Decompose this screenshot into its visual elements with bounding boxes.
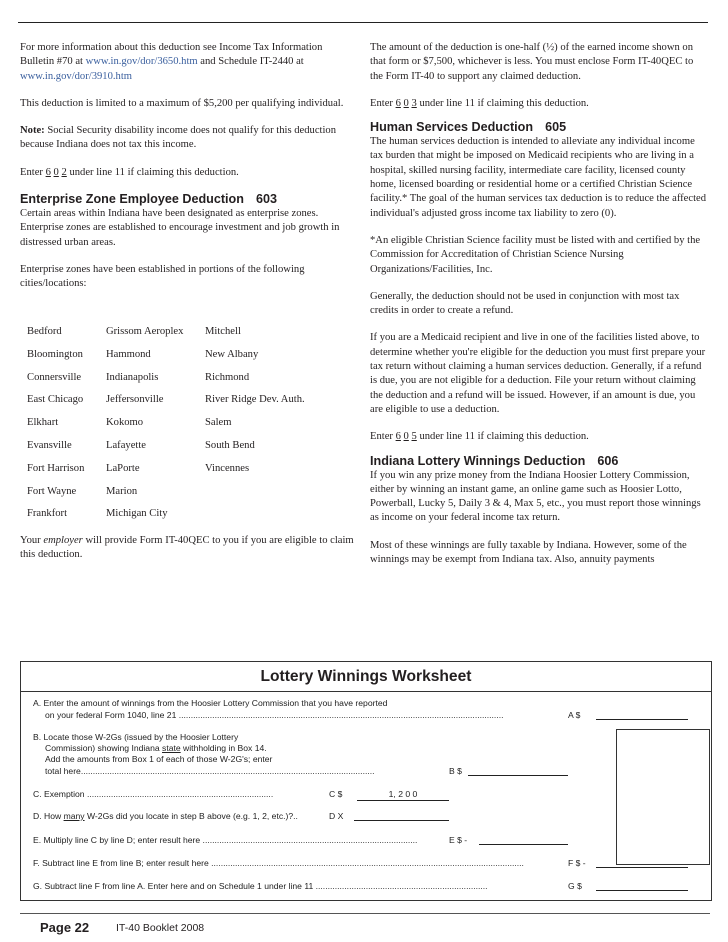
line-b-text-1: B. Locate those W-2Gs (issued by the Hoosier Lottery — [33, 732, 239, 742]
line-c-text: C. Exemption .............................................................................. — [33, 789, 274, 799]
line-d-field[interactable] — [354, 811, 449, 824]
worksheet-title-rule — [21, 691, 711, 692]
line-c-label: C $ — [329, 789, 343, 799]
footer-rule — [20, 913, 710, 914]
left-column — [20, 41, 358, 305]
tax-credits-paragraph: Generally, the deduction should not be used in conjunction with most tax credits in order to create a refund. — [370, 290, 680, 317]
worksheet-empty-box — [616, 729, 710, 865]
page-number: Page 22 — [40, 920, 90, 935]
line-b-field[interactable] — [468, 766, 568, 779]
line-f-label: F $ - — [568, 858, 586, 868]
human-services-desc: The human services deduction is intended to alleviate any individual income tax burden that might be imposed on Medicaid recipients who are living in a hospital, skilled nursing facility, intermediate care facility, licensed county home, licensed boarding or residential home or a certified Christian Science facility.* The goal of the human services tax deduction is to reduce the affected individual's adjusted gross income tax liability to zero (0). — [370, 136, 707, 219]
city-row: East Chicago Jeffersonville River Ridge Dev. Auth. — [27, 394, 305, 406]
line-b-text-3: Add the amounts from Box 1 of each of those W-2G's; enter — [45, 754, 273, 764]
line-e-text: E. Multiply line C by line D; enter result here .......................................................................................... — [33, 835, 418, 845]
line-a-label: A $ — [568, 710, 581, 720]
city-row: Bedford Grissom Aeroplex Mitchell — [27, 326, 241, 337]
enterprise-cities-intro: Enterprise zones have been established in portions of the following cities/locations: — [20, 263, 305, 290]
enterprise-desc: Certain areas within Indiana have been designated as enterprise zones. Enterprise zones are established to encourage investment and job growth in distressed urban areas. — [20, 208, 340, 248]
city-row: Fort Harrison LaPorte Vincennes — [27, 462, 250, 474]
line-d-label: D X — [329, 811, 344, 821]
schedule-link[interactable]: www.in.gov/dor/3910.htm — [20, 70, 133, 82]
city-row: Bloomington Hammond New Albany — [27, 348, 259, 360]
note-paragraph: Note: Social Security disability income does not qualify for this deduction because Indiana does not tax this income. — [20, 125, 336, 151]
line-g-field[interactable] — [596, 881, 688, 894]
city-row: Elkhart Kokomo Salem — [27, 417, 232, 429]
lottery-desc: If you win any prize money from the Indiana Hoosier Lottery Commission, either by winning an instant game, an online game such as Hoosier Lotto, Powerball, Lucky 5, Daily 3 & 4, Max 5, etc., you must report those winnings as income on your federal income tax return. — [370, 469, 701, 524]
top-rule — [18, 22, 708, 23]
line-b-text-4: total here........................................................................................................................... — [45, 766, 375, 776]
employer-paragraph: Your employer will provide Form IT-40QEC to you if you are eligible to claim this deduction. — [20, 535, 354, 561]
city-row: Frankfort Michigan City — [27, 508, 168, 520]
limit-paragraph: This deduction is limited to a maximum of $5,200 per qualifying individual. — [20, 97, 344, 109]
human-services-heading: Human Services Deduction 605 — [370, 120, 567, 135]
line-e-label: E $ - — [449, 835, 468, 845]
worksheet-title: Lottery Winnings Worksheet — [260, 668, 472, 685]
amount-paragraph: The amount of the deduction is one-half (½) of the earned income shown on that form or $7,500, whichever is less. You must enclose Form IT-40QEC to the Form IT-40 to support any claimed deduction. — [370, 42, 694, 82]
line-b-text-2: Commission) showing Indiana state withholding in Box 14. — [45, 743, 267, 753]
enter-code-605: Enter 6 0 5 under line 11 if claiming this deduction. — [370, 431, 589, 443]
bulletin-link[interactable]: www.in.gov/dor/3650.htm — [85, 56, 198, 68]
booklet-title: IT-40 Booklet 2008 — [116, 922, 205, 934]
medicaid-paragraph: If you are a Medicaid recipient and live in one of the facilities listed above, to determine whether you're eligible for the deduction you must first prepare your tax return without claiming a human services deduction. Generally, if a refund is due, you are not eligible for a deduction. File your return without claiming the deduction and a refund will be issued. However, if an amount is due, you are eligible to use a deduction. — [370, 332, 706, 415]
line-a-text-2: on your federal Form 1040, line 21 ........................................................................................................................................ — [45, 710, 504, 720]
right-column — [370, 41, 708, 580]
line-g-label: G $ — [568, 881, 582, 891]
lottery-worksheet — [20, 661, 712, 901]
city-row: Evansville Lafayette South Bend — [27, 439, 255, 451]
christian-science-note: *An eligible Christian Science facility must be listed with and certified by the Commission for Accreditation of Christian Science Nursing Organizations/Facilities, Inc. — [370, 234, 701, 275]
cities-table — [27, 326, 365, 531]
city-row: Fort Wayne Marion — [27, 485, 138, 497]
line-d-text: D. How many W-2Gs did you locate in step B above (e.g. 1, 2, etc.)?.. — [33, 811, 298, 821]
line-c-value[interactable]: 1, 2 0 0 — [357, 789, 449, 801]
enterprise-zone-heading: Enterprise Zone Employee Deduction 603 — [20, 192, 277, 207]
line-g-text: G. Subtract line F from line A. Enter here and on Schedule 1 under line 11 ........................................................................ — [33, 881, 488, 891]
enter-code-602: Enter 6 0 2 under line 11 if claiming this deduction. — [20, 166, 239, 178]
line-e-field[interactable] — [479, 835, 568, 848]
city-row: Connersville Indianapolis Richmond — [27, 371, 250, 383]
lottery-taxable-paragraph: Most of these winnings are fully taxable by Indiana. However, some of the winnings may be exempt from Indiana tax. Also, annuity payments — [370, 539, 687, 566]
info-bulletin-paragraph: For more information about this deduction see Income Tax Information Bulletin #70 at www.in.gov/dor/3650.htm and Schedule IT-2440 at www.in.gov/dor/3910.htm — [20, 42, 323, 82]
line-b-label: B $ — [449, 766, 462, 776]
line-f-text: F. Subtract line E from line B; enter result here ................................................................................................................................... — [33, 858, 524, 868]
enter-code-603: Enter 6 0 3 under line 11 if claiming this deduction. — [370, 97, 589, 109]
line-a-field[interactable] — [596, 710, 688, 723]
line-a-text-1: A. Enter the amount of winnings from the Hoosier Lottery Commission that you have reported — [33, 698, 388, 708]
lottery-heading: Indiana Lottery Winnings Deduction 606 — [370, 453, 619, 468]
